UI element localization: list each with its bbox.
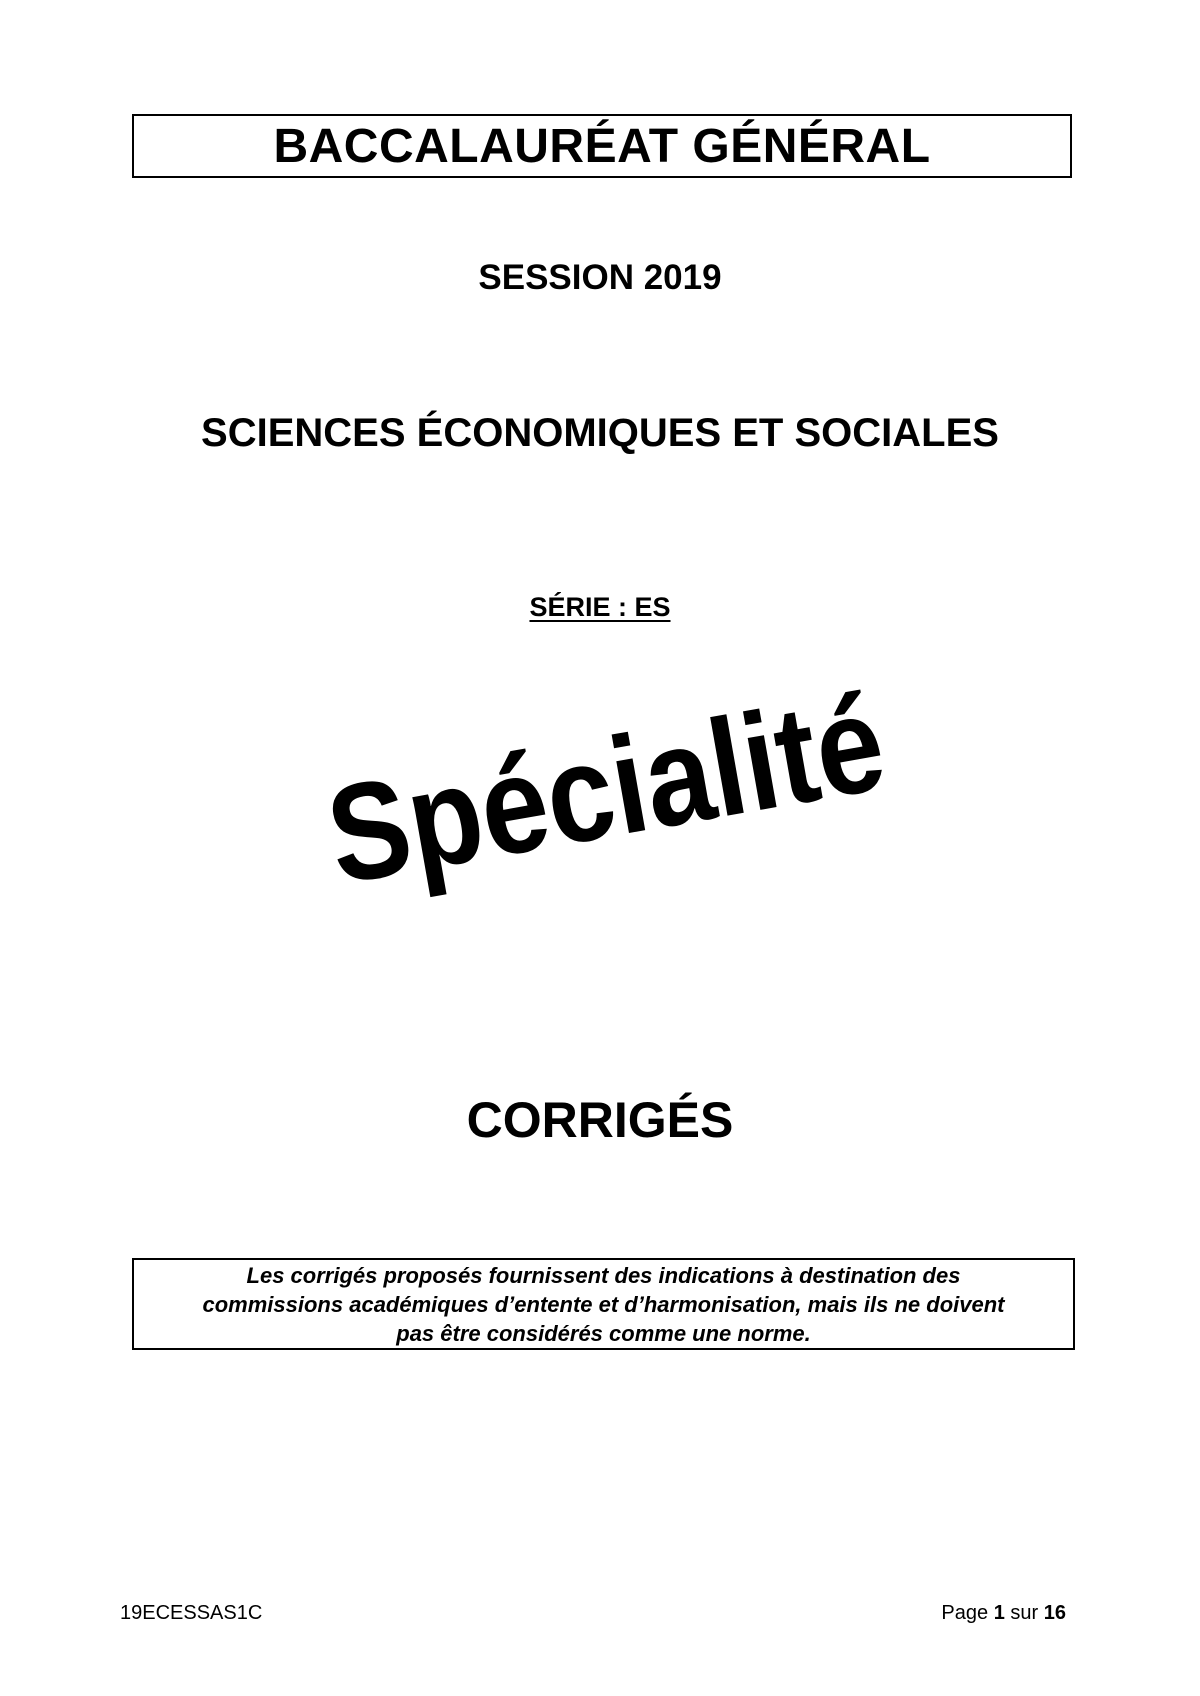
session-label: SESSION 2019: [478, 258, 722, 297]
document-code: 19ECESSAS1C: [120, 1602, 263, 1624]
page-prefix: Page: [941, 1602, 989, 1624]
document-title: BACCALAURÉAT GÉNÉRAL: [273, 119, 931, 173]
page-total: 16: [1043, 1602, 1066, 1624]
disclaimer-box: [132, 1258, 1075, 1350]
speciality-wordart: [270, 652, 950, 952]
speciality-text: Spécialité: [316, 665, 896, 914]
subject-label: SCIENCES ÉCONOMIQUES ET SOCIALES: [201, 411, 999, 455]
title-box: [132, 114, 1072, 178]
page-current: 1: [993, 1602, 1005, 1624]
corriges-heading: CORRIGÉS: [466, 1092, 734, 1148]
disclaimer-line: commissions académiques d’entente et d’harmonisation, mais ils ne doivent: [202, 1291, 1005, 1317]
serie-label: SÉRIE : ES: [529, 592, 671, 622]
page-separator: sur: [1010, 1602, 1039, 1624]
page-number: [941, 1602, 1066, 1625]
disclaimer-line: pas être considérés comme une norme.: [396, 1320, 811, 1346]
disclaimer-line: Les corrigés proposés fournissent des indications à destination des: [246, 1262, 961, 1288]
